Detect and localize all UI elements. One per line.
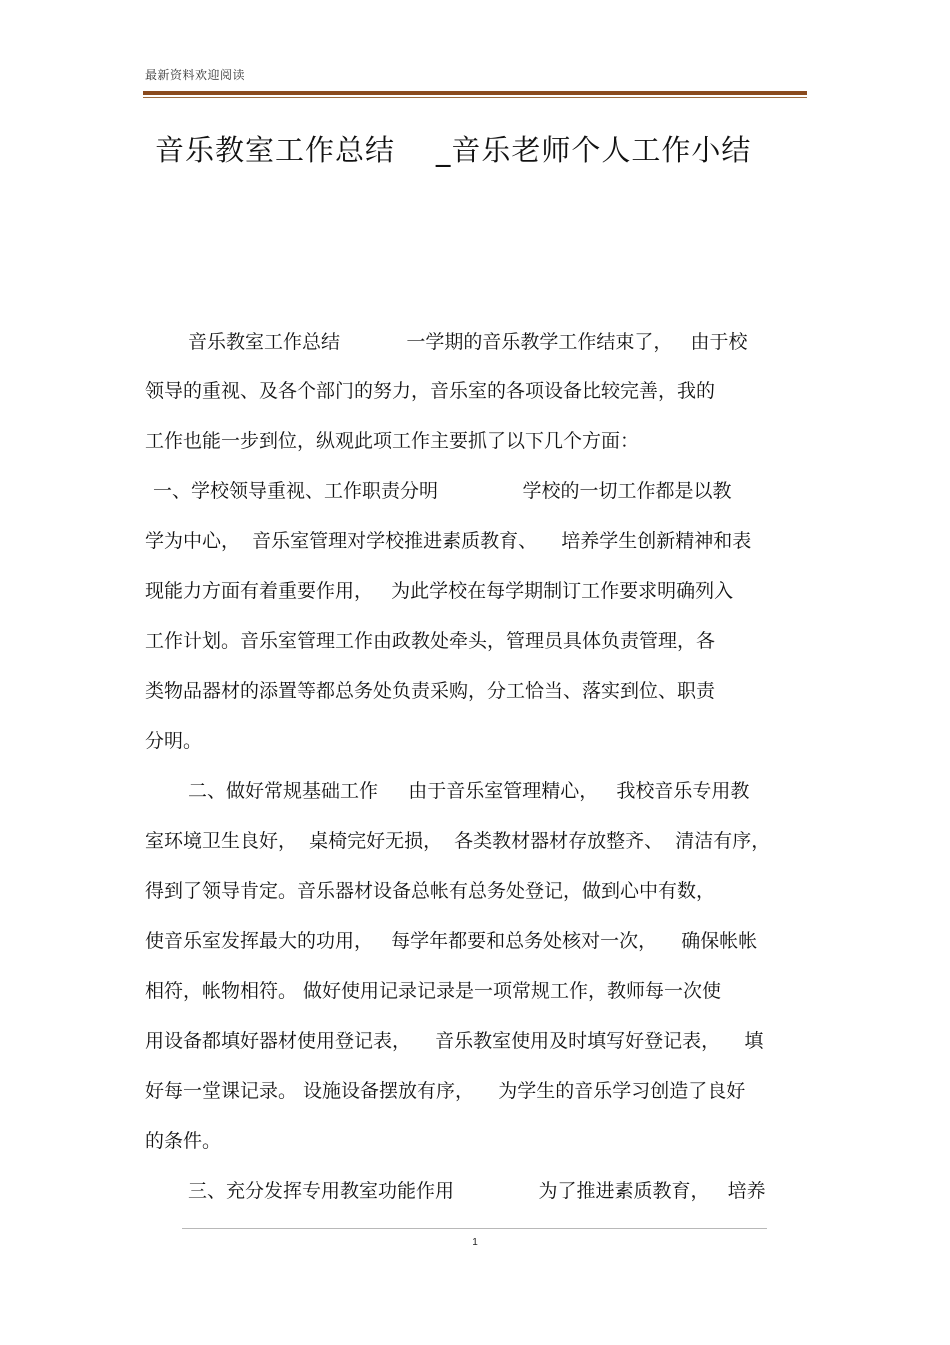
body-line: 音乐教室工作总结 一学期的音乐教学工作结束了， 由于校 [188,331,748,353]
body-line: 领导的重视、及各个部门的努力，音乐室的各项设备比较完善，我的 [145,380,716,402]
body-line: 使音乐室发挥最大的功用， 每学年都要和总务处核对一次， 确保帐帐 [145,930,758,952]
document-title: 音乐教室工作总结 _音乐老师个人工作小结 [155,133,752,167]
body-line: 好每一堂课记录。 设施设备摆放有序， 为学生的音乐学习创造了良好 [145,1080,746,1102]
body-line: 分明。 [145,730,203,752]
header-rule-thin [143,97,807,98]
body-line: 工作也能一步到位，纵观此项工作主要抓了以下几个方面： [145,430,640,452]
body-line: 得到了领导肯定。音乐器材设备总帐有总务处登记，做到心中有数， [145,880,716,902]
footer-rule [182,1228,767,1229]
body-line: 二、做好常规基础工作 由于音乐室管理精心， 我校音乐专用教 [188,780,750,802]
body-line: 相符，帐物相符。 做好使用记录记录是一项常规工作，教师每一次使 [145,980,722,1002]
page-header-label: 最新资料欢迎阅读 [145,68,246,82]
body-line: 三、充分发挥专用教室功能作用 为了推进素质教育， 培养 [188,1180,766,1202]
body-line: 室环境卫生良好， 桌椅完好无损， 各类教材器材存放整齐、 清洁有序， [145,830,771,852]
body-line: 类物品器材的添置等都总务处负责采购，分工恰当、落实到位、职责 [145,680,716,702]
body-line: 用设备都填好器材使用登记表， 音乐教室使用及时填写好登记表， 填 [145,1030,764,1052]
body-line: 学为中心， 音乐室管理对学校推进素质教育、 培养学生创新精神和表 [145,530,752,552]
body-line: 一、学校领导重视、工作职责分明 学校的一切工作都是以教 [153,480,732,502]
body-line: 现能力方面有着重要作用， 为此学校在每学期制订工作要求明确列入 [145,580,734,602]
body-line: 工作计划。音乐室管理工作由政教处牵头，管理员具体负责管理，各 [145,630,716,652]
header-rule [143,91,807,95]
body-line: 的条件。 [145,1130,222,1152]
page-number: 1 [472,1237,478,1248]
